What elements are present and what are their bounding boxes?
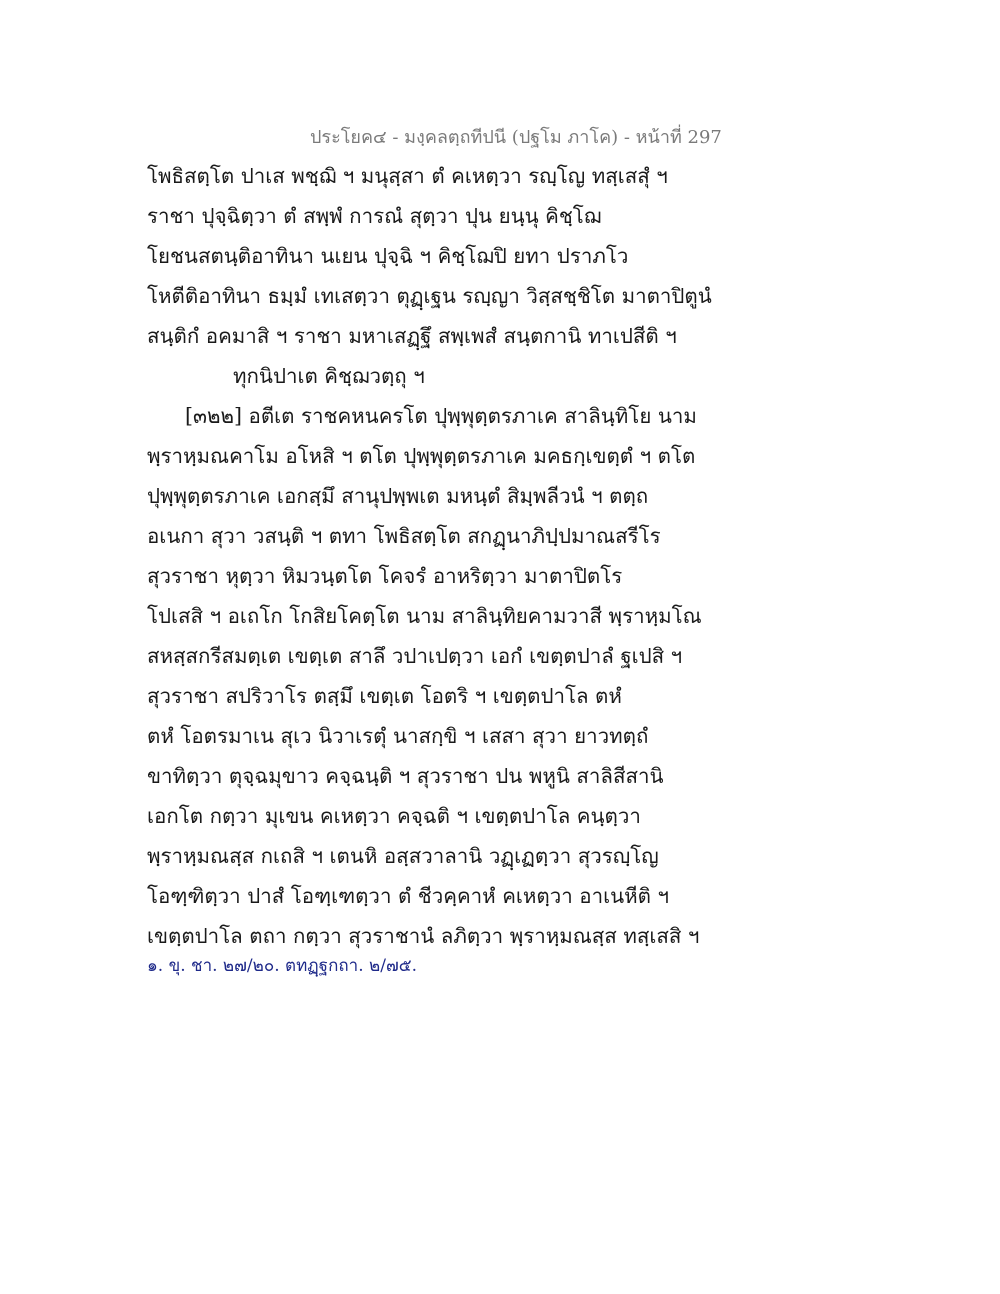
body-text xyxy=(147,156,712,956)
text-line: สุวราชา สปริวาโร ตสฺมึ เขตฺเต โอตริ ฯ เขตฺตปาโล ตหํ xyxy=(147,684,622,708)
text-line: โอฑฺฑิตฺวา ปาสํ โอฑฺเฑตฺวา ตํ ชีวคฺคาหํ คเหตฺวา อาเนหีติ ฯ xyxy=(147,884,669,908)
text-line: ปุพฺพุตฺตรภาเค เอกสฺมึ สานุปพฺพเต มหนฺตํ สิมฺพลีวนํ ฯ ตตฺถ xyxy=(147,484,649,508)
paragraph-start-line: [๓๒๒] อตีเต ราชคหนครโต ปุพฺพุตฺตรภาเค สาลินฺทิโย นาม xyxy=(185,404,697,428)
text-line: ขาทิตฺวา ตุจฺฉมุขาว คจฺฉนฺติ ฯ สุวราชา ปน พหูนิ สาลิสีสานิ xyxy=(147,764,664,788)
text-line: เอกโต กตฺวา มุเขน คเหตฺวา คจฺฉติ ฯ เขตฺตปาโล คนฺตฺวา xyxy=(147,804,641,828)
text-line: พฺราหฺมณสฺส กเถสิ ฯ เตนหิ อสฺสวาลานิ วฏฺเฏตฺวา สุวรญฺโญ xyxy=(147,844,659,868)
text-line: พฺราหฺมณคาโม อโหสิ ฯ ตโต ปุพฺพุตฺตรภาเค มคธกฺเขตฺตํ ฯ ตโต xyxy=(147,444,696,468)
footnote: ๑. ขุ. ชา. ๒๗/๒๐. ตทฏฺฐกถา. ๒/๗๕. xyxy=(147,956,417,976)
text-line: โหตีติอาทินา ธมฺมํ เทเสตฺวา ตุฏฺเฐน รญฺญา วิสฺสชฺชิโต มาตาปิตูนํ xyxy=(147,284,712,308)
text-line: โพธิสตฺโต ปาเส พชฺฌิ ฯ มนุสฺสา ตํ คเหตฺวา รญฺโญ ทสฺเสสุํ ฯ xyxy=(147,164,668,188)
text-line: สนฺติกํ อคมาสิ ฯ ราชา มหาเสฏฺฐึ สพฺเพสํ สนฺตกานิ ทาเปสีติ ฯ xyxy=(147,324,677,348)
text-line: โยชนสตนฺติอาทินา นเยน ปุจฺฉิ ฯ คิชฺโฌปิ ยทา ปราภโว xyxy=(147,244,629,268)
text-line: อเนกา สุวา วสนฺติ ฯ ตทา โพธิสตฺโต สกฏฺนาภิปฺปมาณสรีโร xyxy=(147,524,661,548)
text-line: ราชา ปุจฺฉิตฺวา ตํ สพฺพํ การณํ สุตฺวา ปุน ยนฺนุ คิชฺโฌ xyxy=(147,204,602,228)
text-line: เขตฺตปาโล ตถา กตฺวา สุวราชานํ ลภิตฺวา พฺราหฺมณสฺส ทสฺเสสิ ฯ xyxy=(147,924,700,948)
text-line: สหสฺสกรีสมตฺเต เขตฺเต สาลึ วปาเปตฺวา เอกํ เขตฺตปาลํ ฐเปสิ ฯ xyxy=(147,644,683,668)
text-line: โปเสสิ ฯ อเถโก โกสิยโคตฺโต นาม สาลินฺทิยคามวาสี พฺราหฺมโณ xyxy=(147,604,702,628)
section-title: ทุกนิปาเต คิชฺฌวตฺถุ ฯ xyxy=(233,364,425,388)
text-line: ตหํ โอตรมาเน สุเว นิวาเรตุํ นาสกฺขิ ฯ เสสา สุวา ยาวทตฺถํ xyxy=(147,724,649,748)
text-line: สุวราชา หุตฺวา หิมวนฺตโต โคจรํ อาหริตฺวา มาตาปิตโร xyxy=(147,564,623,588)
page-header: ประโยค๔ - มงฺคลตฺถทีปนี (ปฐโม ภาโค) - หน้าที่ 297 xyxy=(310,127,722,148)
